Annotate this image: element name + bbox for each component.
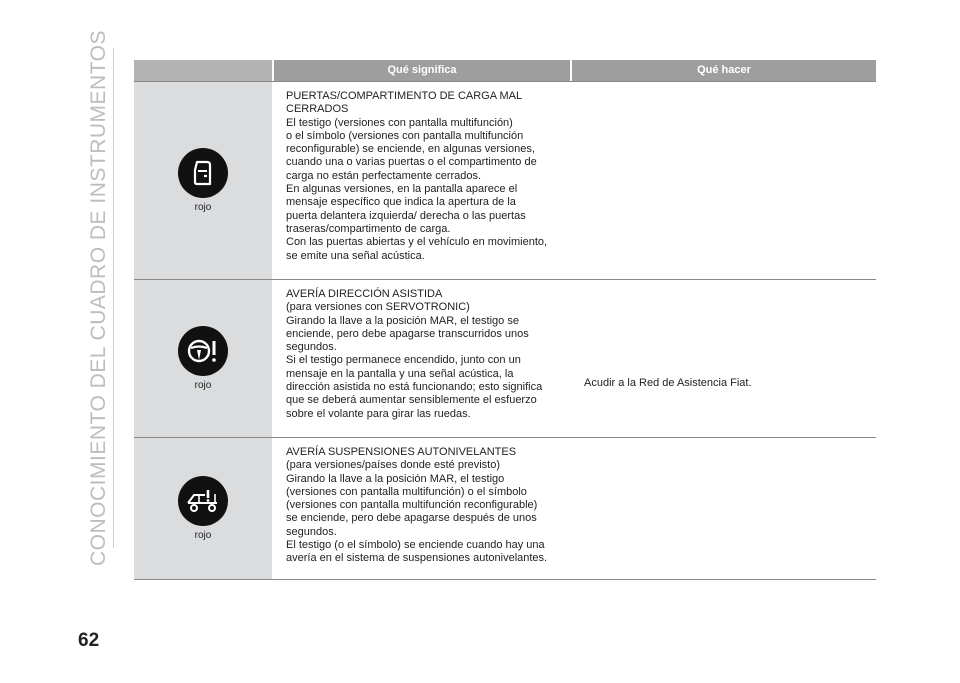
row-text: o el símbolo (versiones con pantalla multifunción bbox=[286, 129, 524, 142]
row-text: enciende, pero debe apagarse transcurridos unos bbox=[286, 327, 529, 340]
side-divider bbox=[113, 48, 114, 548]
row-text: que se deberá aumentar sensiblemente el esfuerzo bbox=[286, 394, 537, 407]
row-text: dirección asistida no está funcionando; esto significa bbox=[286, 381, 543, 394]
row-text: se emite una señal acústica. bbox=[286, 249, 425, 262]
row-title: PUERTAS/COMPARTIMENTO DE CARGA MAL bbox=[286, 90, 523, 102]
side-section-title-text: CONOCIMIENTO DEL CUADRO DE INSTRUMENTOS bbox=[87, 30, 110, 566]
row-text: carga no están perfectamente cerrados. bbox=[286, 169, 482, 182]
row-text: Girando la llave a la posición MAR, el testigo bbox=[286, 472, 505, 485]
row-divider bbox=[134, 579, 876, 580]
table-row-icon bbox=[134, 279, 272, 437]
row-text: sobre el volante para girar las ruedas. bbox=[286, 407, 471, 420]
action-text: Acudir a la Red de Asistencia Fiat. bbox=[584, 377, 752, 389]
row-text: Girando la llave a la posición MAR, el testigo se bbox=[286, 314, 519, 327]
header-action: Qué hacer bbox=[572, 60, 876, 81]
row-text: Con las puertas abiertas y el vehículo en movimiento, bbox=[286, 236, 548, 249]
door-open-warning-icon bbox=[178, 148, 228, 198]
header-means: Qué significa bbox=[274, 60, 570, 81]
row-divider bbox=[134, 81, 876, 82]
header-icon-column bbox=[134, 60, 272, 81]
row-text: puerta delantera izquierda/ derecha o las puertas bbox=[286, 209, 526, 222]
row-text: El testigo (versiones con pantalla multifunción) bbox=[286, 116, 513, 129]
row-text: se enciende, pero debe apagarse después de unos bbox=[286, 512, 537, 525]
icon-color-label: rojo bbox=[194, 529, 212, 541]
table-row-icon bbox=[134, 81, 272, 279]
icon-color-label: rojo bbox=[194, 379, 212, 391]
icon-color-label: rojo bbox=[194, 201, 212, 213]
row-title: AVERÍA SUSPENSIONES AUTONIVELANTES bbox=[286, 446, 517, 458]
row-text: (para versiones con SERVOTRONIC) bbox=[286, 301, 470, 314]
row-title: CERRADOS bbox=[286, 103, 349, 116]
row-text: mensaje en la pantalla y una señal acústica, la bbox=[286, 367, 514, 380]
means-column bbox=[272, 81, 570, 579]
row-text: cuando una o varias puertas o el compartimento de bbox=[286, 156, 537, 169]
table-row-icon bbox=[134, 437, 272, 579]
table-row-description bbox=[272, 81, 570, 279]
row-text: mensaje específico que indica la apertura de la bbox=[286, 196, 516, 209]
table-row-description bbox=[272, 279, 570, 437]
warning-lights-table bbox=[134, 60, 876, 579]
table-body bbox=[134, 81, 876, 579]
row-title: AVERÍA DIRECCIÓN ASISTIDA bbox=[286, 288, 443, 300]
row-text: avería en el sistema de suspensiones autonivelantes. bbox=[286, 552, 548, 565]
row-divider bbox=[134, 279, 876, 280]
row-text: (para versiones/países donde esté previsto) bbox=[286, 459, 501, 472]
action-column bbox=[570, 81, 876, 579]
page-number: 62 bbox=[78, 630, 100, 651]
row-text: traseras/compartimento de carga. bbox=[286, 222, 451, 235]
side-section-title bbox=[86, 30, 112, 566]
table-header bbox=[134, 60, 876, 81]
row-text: Si el testigo permanece encendido, junto con un bbox=[286, 354, 521, 367]
row-text: segundos. bbox=[286, 525, 337, 538]
table-row-description bbox=[272, 437, 570, 579]
suspension-warning-icon bbox=[178, 476, 228, 526]
icon-column bbox=[134, 81, 272, 579]
row-text: En algunas versiones, en la pantalla aparece el bbox=[286, 183, 518, 196]
row-text: reconfigurable) se enciende, en algunas versiones, bbox=[286, 143, 535, 156]
row-text: segundos. bbox=[286, 341, 337, 354]
power-steering-warning-icon bbox=[178, 326, 228, 376]
row-divider bbox=[134, 437, 876, 438]
row-text: (versiones con pantalla multifunción reconfigurable) bbox=[286, 499, 538, 512]
row-text: (versiones con pantalla multifunción) o el símbolo bbox=[286, 485, 527, 498]
row-text: El testigo (o el símbolo) se enciende cuando hay una bbox=[286, 539, 545, 552]
